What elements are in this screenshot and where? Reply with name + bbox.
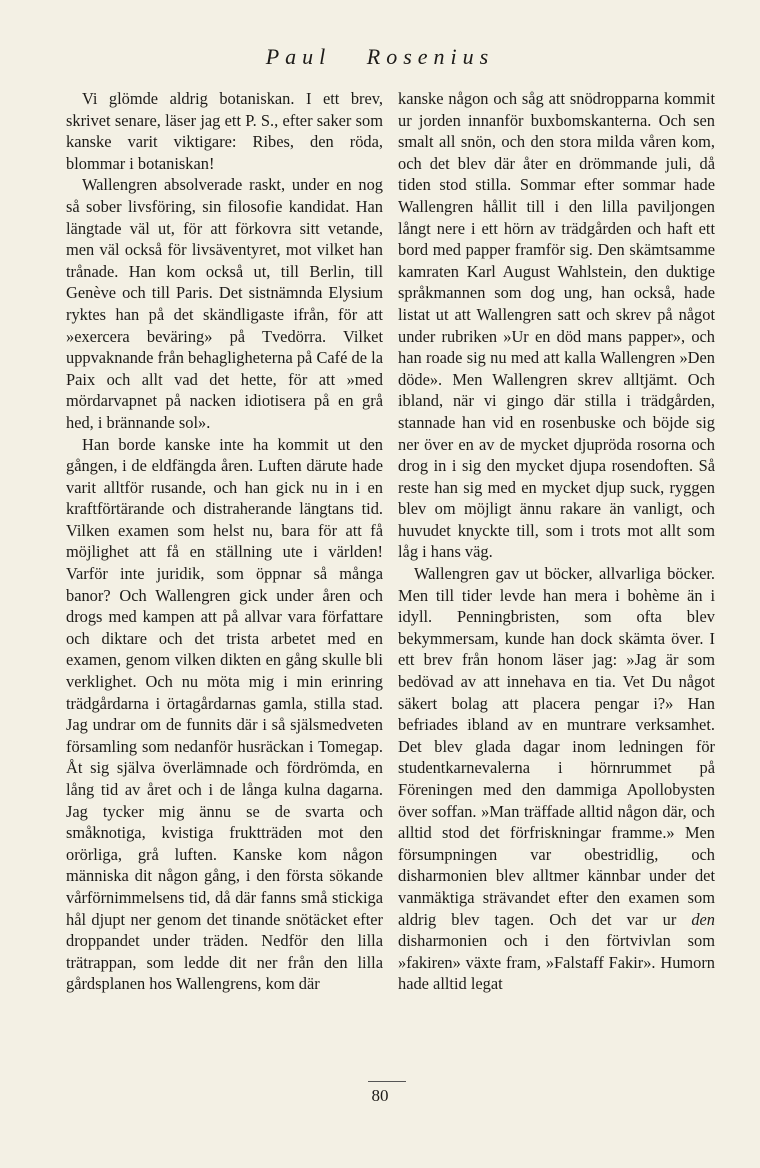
author-last-name: Rosenius (366, 44, 495, 69)
paragraph: Han borde kanske inte ha kommit ut den gången, i de eldfängda åren. Luften därute hade varit alltför rusande, och han gick nu in i en kraftförtärande och distraherande längtans tid. Vilken examen som helst nu, bara för att få möjlighet att få en ställning ute i världen! Varför inte juridik, som öppnar så många banor? Och Wallengren gick under åren och drogs med kampen att på allvar vara författare och diktare och det trista arbetet med en examen, genom vilken dikten en gång skulle bli verklighet. Och nu möta mig i min erinring trädgårdarna i örtagårdarnas gamla, stilla stad. Jag undrar om de funnits där i så själsmedveten församling som nedanför husräckan i Tomegap. Åt sig själva överlämnade och fördrömda, en lång tid av året och i de långa kulna dagarna. Jag tycker mig ännu se de svarta och småknotiga, kvistiga fruktträden mot den orörliga, grå luften. Kanske kom någon människa dit någon gång, i den första sökande vårförnimmelsens tid, då där fanns små stickiga hål djupt ner genom det tinande snötäcket efter droppandet under träden. Nedför den lilla trätrappan, som ledde dit ner från den lilla gårdsplanen hos Wallengrens, kom där (66, 434, 383, 994)
author-first-name: Paul (265, 44, 332, 69)
italic-word: den (691, 909, 715, 929)
text-run: disharmonien och i den förtvivlan som »fakiren» växte fram, »Falstaff Fakir». Humorn hade alltid legat (398, 931, 715, 994)
right-column (398, 88, 715, 995)
paragraph: Vi glömde aldrig botaniskan. I ett brev, skrivet senare, läser jag ett P. S., efter saker som kanske varit viktigare: Ribes, den röda, blommar i botaniskan! (66, 89, 383, 173)
page-number-rule (368, 1081, 406, 1082)
running-header (0, 44, 760, 70)
text-run: Wallengren gav ut böcker, allvarliga böcker. Men till tider levde han mera i bohème än i idyll. Penningbristen, som ofta blev bekymmersam, kunde han dock skämta över. I ett brev från honom läser jag: »Jag är som bedövad av att innehava en tia. Vet Du något säkert bolag att placera pengar i?» Han befriades ibland av en muntrare verksamhet. Det blev glada dagar inom ledningen för studentkarnevalerna i hörnrummet på Föreningen med den dammiga Apollobysten över soffan. »Man träffade alltid någon där, och alltid stod det förfriskningar framme.» Men försumpningen var obestridlig, och disharmonien blev alltmer kännbar under det vanmäktiga strävandet efter den examen som aldrig blev tagen. Och det var ur (398, 564, 715, 929)
left-column (66, 88, 383, 995)
paragraph (398, 563, 715, 995)
paragraph: kanske någon och såg att snödropparna kommit ur jorden innanför buxbomskanterna. Och sen smalt all snön, och den stora milda våren kom, och det blev där åter en drömmande juli, då tiden stod stilla. Sommar efter sommar hade Wallengren hållit till i den lilla paviljongen långt nere i ett hörn av trädgården och haft ett bord med papper framför sig. Den skämtsamme kamraten Karl August Wahlstein, den duktige språkmannen som dog ung, han också, hade listat ut att Wallengren satt och skrev på något under rubriken »Ur en död mans papper», och han roade sig nu med att kalla Wallengren »Den döde». Men Wallengren skrev alltjämt. Och ibland, när vi gingo där stilla i trädgården, stannade han vid en rosenbuske och böjde sig ner över en av de mycket djupröda rosorna och drog in i sig den mycket djupa rosendoften. Så reste han sig med en mycket djup suck, ryggen blev om möjligt ännu rakare än vanligt, och huvudet knyckte till, som i trots mot allt som låg i hans väg. (398, 89, 715, 562)
page-number: 80 (371, 1086, 389, 1105)
paragraph: Wallengren absolverade raskt, under en nog så sober livsföring, sin filosofie kandidat. Han längtade väl ut, för att förkovra sitt vetande, men väl också för livsäventyret, mot vilket han trånade. Han kom också ut, till Berlin, till Genève och till Paris. Det sistnämnda Elysium ryktes han på det skändligaste ifrån, för att »exercera beväring» på Tvedörra. Vilket uppvaknande från behagligheterna på Café de la Paix och allt vad det hette, för att »med mördarvapnet på nacken idiotisera på en grå hed, i brännande sol». (66, 175, 383, 432)
